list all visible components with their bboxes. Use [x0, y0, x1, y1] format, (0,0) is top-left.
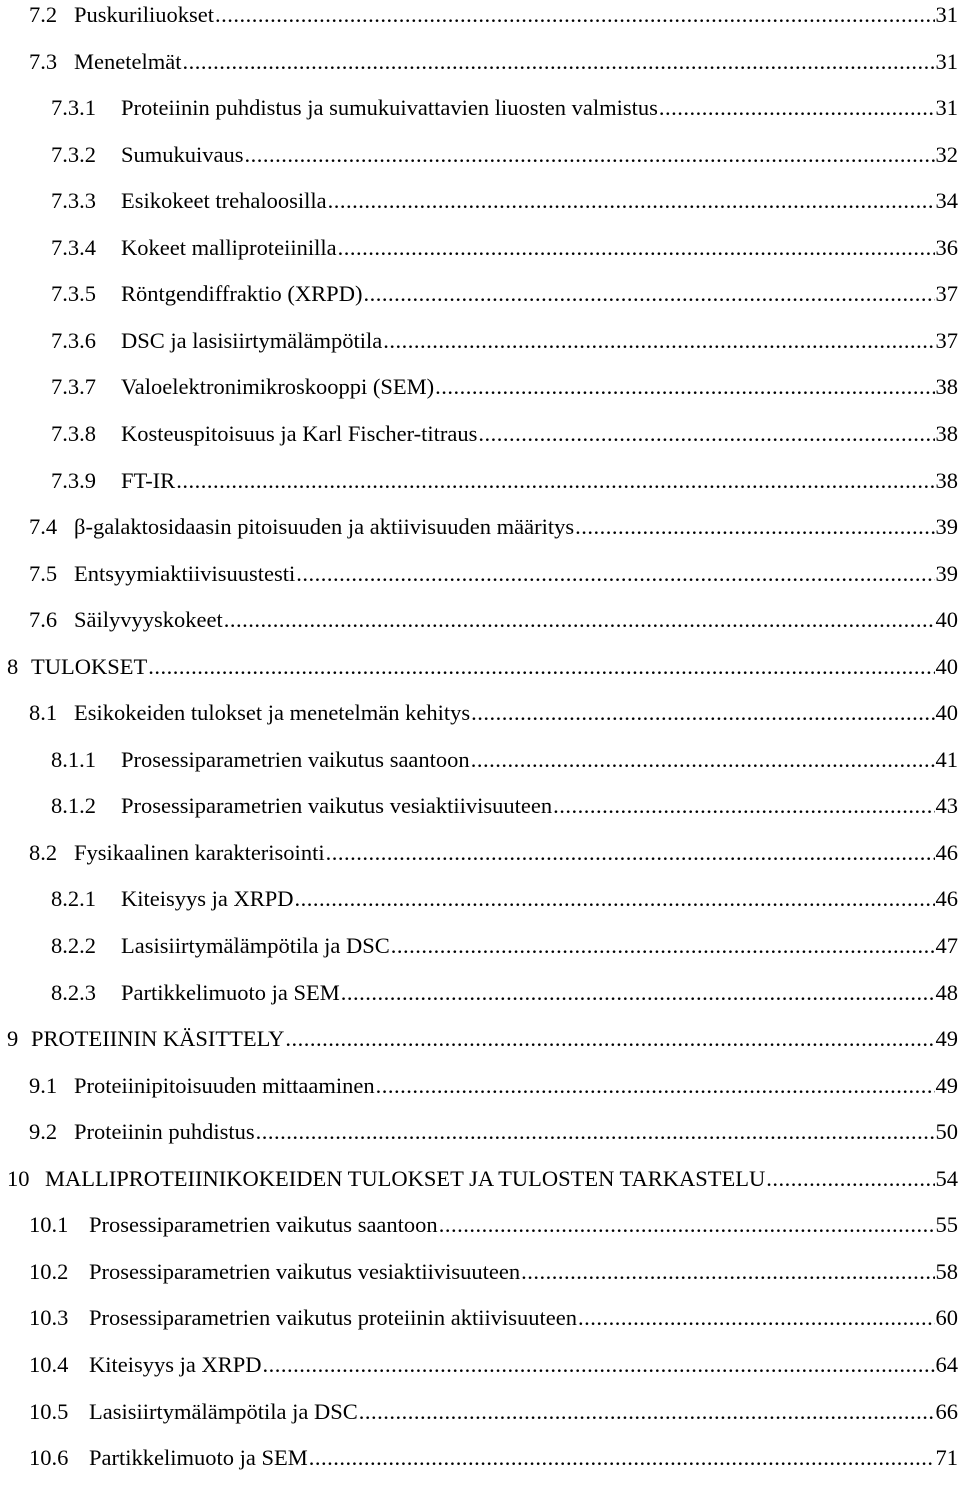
toc-entry-page-number: 31 — [935, 95, 958, 121]
toc-entry-page-number: 49 — [935, 1026, 958, 1052]
dot-leader — [575, 512, 934, 542]
toc-entry[interactable] — [0, 512, 958, 542]
toc-entry-number: 8.2 — [29, 839, 58, 865]
toc-entry-title: Proteiinin puhdistus — [74, 1119, 255, 1145]
toc-entry-number: 10 — [7, 1165, 30, 1191]
toc-entry-number: 7.3 — [29, 48, 58, 74]
dot-leader — [363, 279, 934, 309]
toc-entry-page-number: 54 — [935, 1165, 958, 1191]
dot-leader — [553, 791, 934, 821]
toc-entry-page-number: 34 — [935, 188, 958, 214]
toc-entry[interactable] — [0, 326, 958, 356]
toc-entry-page-number: 71 — [935, 1445, 958, 1471]
toc-entry[interactable] — [0, 605, 958, 635]
dot-leader — [224, 605, 935, 635]
toc-entry[interactable] — [0, 838, 958, 868]
dot-leader — [285, 1024, 934, 1054]
toc-entry[interactable] — [0, 1210, 958, 1240]
toc-entry-page-number: 39 — [935, 514, 958, 540]
toc-entry-title: PROTEIININ KÄSITTELY — [31, 1026, 285, 1052]
toc-entry-number: 8 — [7, 653, 19, 679]
toc-entry-page-number: 40 — [935, 700, 958, 726]
toc-entry-title: Prosessiparametrien vaikutus saantoon — [89, 1212, 438, 1238]
toc-entry-title: Prosessiparametrien vaikutus saantoon — [121, 746, 470, 772]
dot-leader — [295, 884, 935, 914]
toc-entry[interactable] — [0, 1024, 958, 1054]
dot-leader — [359, 1397, 935, 1427]
toc-entry-title: Kokeet malliproteiinilla — [121, 234, 337, 260]
toc-entry[interactable] — [0, 93, 958, 123]
toc-entry-title: Valoelektronimikroskooppi (SEM) — [121, 374, 435, 400]
dot-leader — [435, 372, 934, 402]
toc-entry-title: Kiteisyys ja XRPD — [89, 1351, 262, 1377]
toc-entry[interactable] — [0, 233, 958, 263]
toc-entry-page-number: 43 — [935, 793, 958, 819]
toc-entry-page-number: 60 — [935, 1305, 958, 1331]
toc-entry-title: FT-IR — [121, 467, 176, 493]
toc-entry-page-number: 31 — [935, 2, 958, 27]
toc-entry-page-number: 39 — [935, 560, 958, 586]
toc-entry[interactable] — [0, 698, 958, 728]
toc-entry-page-number: 31 — [935, 48, 958, 74]
toc-entry[interactable] — [0, 419, 958, 449]
dot-leader — [766, 1164, 934, 1194]
toc-entry-title: Puskuriliuokset — [74, 2, 215, 27]
toc-entry-page-number: 66 — [935, 1398, 958, 1424]
dot-leader — [338, 233, 935, 263]
toc-entry[interactable] — [0, 279, 958, 309]
toc-entry[interactable] — [0, 1350, 958, 1380]
dot-leader — [383, 326, 934, 356]
toc-entry[interactable] — [0, 140, 958, 170]
toc-entry[interactable] — [0, 652, 958, 682]
toc-entry-number: 10.2 — [29, 1258, 69, 1284]
toc-entry[interactable] — [0, 0, 958, 30]
dot-leader — [296, 559, 934, 589]
toc-entry-number: 7.3.4 — [51, 234, 96, 260]
toc-entry-number: 8.2.2 — [51, 933, 96, 958]
dot-leader — [659, 93, 935, 123]
toc-entry-title: Prosessiparametrien vaikutus proteiinin aktiivisuuteen — [89, 1305, 578, 1331]
dot-leader — [148, 652, 934, 682]
toc-entry-number: 9.1 — [29, 1072, 58, 1098]
toc-entry[interactable] — [0, 791, 958, 821]
toc-entry-number: 9 — [7, 1026, 19, 1052]
toc-entry-number: 7.3.2 — [51, 141, 96, 167]
dot-leader — [439, 1210, 935, 1240]
toc-entry[interactable] — [0, 1443, 958, 1473]
toc-entry-title: Lasisiirtymälämpötila ja DSC — [89, 1398, 358, 1424]
toc-entry[interactable] — [0, 1117, 958, 1147]
toc-entry[interactable] — [0, 931, 958, 961]
toc-entry[interactable] — [0, 1303, 958, 1333]
toc-entry-title: Proteiinin puhdistus ja sumukuivattavien liuosten valmistus — [121, 95, 658, 121]
toc-entry-page-number: 41 — [935, 746, 958, 772]
toc-entry-page-number: 48 — [935, 979, 958, 1005]
toc-entry-title: Kosteuspitoisuus ja Karl Fischer-titraus — [121, 420, 478, 446]
toc-entry-title: Prosessiparametrien vaikutus vesiaktiivisuuteen — [121, 793, 553, 819]
toc-entry-number: 8.1.2 — [51, 793, 96, 819]
toc-entry-page-number: 58 — [935, 1258, 958, 1284]
dot-leader — [478, 419, 934, 449]
toc-entry-title: Kiteisyys ja XRPD — [121, 886, 294, 912]
toc-entry-title: Röntgendiffraktio (XRPD) — [121, 281, 363, 307]
dot-leader — [309, 1443, 935, 1473]
toc-entry-page-number: 55 — [935, 1212, 958, 1238]
toc-entry-title: Esikokeiden tulokset ja menetelmän kehitys — [74, 700, 471, 726]
toc-entry-number: 8.2.3 — [51, 979, 96, 1005]
dot-leader — [376, 1071, 935, 1101]
toc-entry-number: 7.3.7 — [51, 374, 96, 400]
toc-entry-title: Menetelmät — [74, 48, 182, 74]
dot-leader — [263, 1350, 935, 1380]
toc-entry-title: Sumukuivaus — [121, 141, 244, 167]
toc-entry-page-number: 46 — [935, 886, 958, 912]
toc-entry[interactable] — [0, 47, 958, 77]
toc-entry-number: 10.1 — [29, 1212, 69, 1238]
toc-entry-number: 7.3.9 — [51, 467, 96, 493]
toc-entry-page-number: 37 — [935, 327, 958, 353]
toc-entry-number: 10.3 — [29, 1305, 69, 1331]
dot-leader — [326, 838, 935, 868]
dot-leader — [578, 1303, 934, 1333]
dot-leader — [176, 466, 934, 496]
toc-entry[interactable] — [0, 1071, 958, 1101]
toc-entry-number: 10.6 — [29, 1445, 69, 1471]
toc-entry-title: Partikkelimuoto ja SEM — [121, 979, 340, 1005]
toc-entry[interactable] — [0, 559, 958, 589]
toc-entry-title: Prosessiparametrien vaikutus vesiaktiivisuuteen — [89, 1258, 521, 1284]
dot-leader — [471, 698, 934, 728]
toc-entry[interactable] — [0, 1164, 958, 1194]
dot-leader — [341, 978, 935, 1008]
toc-entry-page-number: 46 — [935, 839, 958, 865]
toc-entry-number: 7.3.6 — [51, 327, 96, 353]
toc-entry-title: Esikokeet trehaloosilla — [121, 188, 327, 214]
toc-entry-number: 7.3.5 — [51, 281, 96, 307]
toc-entry-page-number: 37 — [935, 281, 958, 307]
toc-entry-page-number: 40 — [935, 607, 958, 633]
dot-leader — [328, 186, 935, 216]
dot-leader — [521, 1257, 934, 1287]
dot-leader — [182, 47, 934, 77]
toc-entry-title: Fysikaalinen karakterisointi — [74, 839, 325, 865]
toc-entry-number: 9.2 — [29, 1119, 58, 1145]
dot-leader — [245, 140, 935, 170]
dot-leader — [256, 1117, 935, 1147]
toc-entry-number: 7.6 — [29, 607, 58, 633]
toc-entry-number: 7.3.3 — [51, 188, 96, 214]
toc-entry-page-number: 32 — [935, 141, 958, 167]
toc-entry-number: 8.1 — [29, 700, 58, 726]
dot-leader — [391, 931, 935, 961]
toc-entry-title: DSC ja lasisiirtymälämpötila — [121, 327, 383, 353]
toc-entry-title: Partikkelimuoto ja SEM — [89, 1445, 308, 1471]
toc-entry[interactable] — [0, 745, 958, 775]
toc-entry-number: 10.5 — [29, 1398, 69, 1424]
toc-entry-page-number: 36 — [935, 234, 958, 260]
toc-entry-page-number: 40 — [935, 653, 958, 679]
toc-entry[interactable] — [0, 884, 958, 914]
toc-entry[interactable] — [0, 1397, 958, 1427]
toc-entry-title: β-galaktosidaasin pitoisuuden ja aktiivisuuden määritys — [74, 514, 575, 540]
toc-entry-number: 8.2.1 — [51, 886, 96, 912]
toc-entry[interactable] — [0, 466, 958, 496]
toc-entry-page-number: 64 — [935, 1351, 958, 1377]
toc-entry-title: Säilyvyyskokeet — [74, 607, 223, 633]
toc-entry-title: Entsyymiaktiivisuustesti — [74, 560, 296, 586]
toc-entry-page-number: 38 — [935, 374, 958, 400]
toc-entry[interactable] — [0, 978, 958, 1008]
toc-entry[interactable] — [0, 372, 958, 402]
toc-entry-number: 8.1.1 — [51, 746, 96, 772]
toc-entry-title: MALLIPROTEIINIKOKEIDEN TULOKSET JA TULOSTEN TARKASTELU — [45, 1165, 766, 1191]
toc-entry-number: 10.4 — [29, 1351, 69, 1377]
toc-entry-number: 7.2 — [29, 2, 58, 27]
toc-entry-number: 7.3.8 — [51, 420, 96, 446]
toc-entry-number: 7.3.1 — [51, 95, 96, 121]
toc-entry-page-number: 47 — [935, 933, 958, 958]
toc-entry-title: Lasisiirtymälämpötila ja DSC — [121, 933, 390, 958]
toc-entry-title: Proteiinipitoisuuden mittaaminen — [74, 1072, 375, 1098]
toc-entry-page-number: 38 — [935, 420, 958, 446]
toc-entry-number: 7.4 — [29, 514, 58, 540]
toc-entry-page-number: 38 — [935, 467, 958, 493]
toc-entry[interactable] — [0, 186, 958, 216]
toc-entry-page-number: 49 — [935, 1072, 958, 1098]
toc-entry-title: TULOKSET — [31, 653, 148, 679]
toc-entry-page-number: 50 — [935, 1119, 958, 1145]
dot-leader — [471, 745, 935, 775]
dot-leader — [215, 0, 934, 30]
toc-entry[interactable] — [0, 1257, 958, 1287]
toc-entry-number: 7.5 — [29, 560, 58, 586]
